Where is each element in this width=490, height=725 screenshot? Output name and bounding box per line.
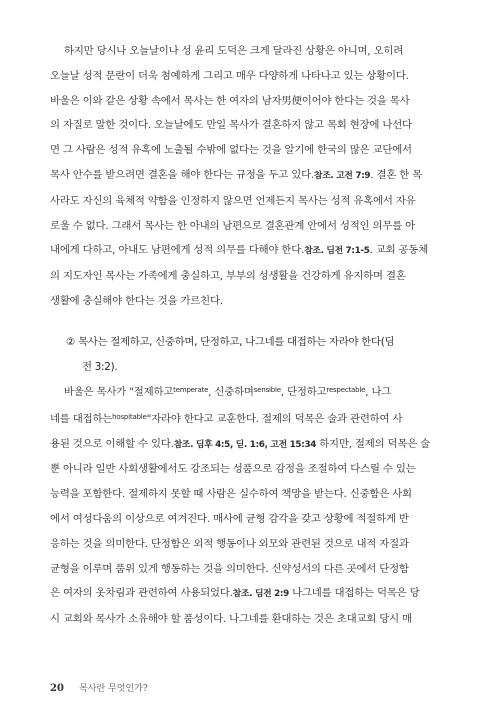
- text-segment: 네를 대접하는: [50, 412, 113, 425]
- text-line: 오늘날 성적 문란이 더욱 첨예하게 그리고 매우 다양하게 나타나고 있는 상황이다.: [50, 69, 409, 82]
- text-segment: "자라야 한다고 교훈한다. 절제의 덕목은 술과 관련하여 사: [146, 412, 403, 425]
- page-footer: [50, 681, 148, 694]
- text-line: 하지만 당시나 오늘날이나 성 윤리 도덕은 크게 달라진 상황은 아니며, 오히려: [64, 45, 404, 57]
- text-line: 에서 여성다움의 이상으로 여겨진다. 매사에 균형 감각을 갖고 상황에 적절하게 반: [50, 512, 409, 525]
- scripture-reference: 참조. 딤전 2:9: [232, 589, 289, 600]
- text-line: 능력을 포함한다. 절제하지 못할 때 사람은 실수하여 책망을 받는다. 신중함은 사회: [50, 488, 412, 501]
- scripture-reference: 참조. 딤전 7:1-5: [304, 246, 370, 257]
- text-line: 사라도 자신의 육체적 약함을 인정하지 않으면 언제든지 목사는 성적 유혹에서 자유: [50, 194, 416, 207]
- english-gloss: sensible: [253, 386, 281, 394]
- text-segment: , 단정하고: [280, 386, 327, 398]
- page-number: 20: [50, 683, 64, 694]
- text-line: 응하는 것을 의미한다. 단정함은 외적 행동이나 외모와 관련된 것으로 내적 자질과: [50, 537, 409, 550]
- text-line: 로울 수 없다. 그래서 목사는 한 아내의 남편으로 결혼관계 안에서 성적인 의무를 아: [50, 219, 415, 232]
- scripture-reference: 참조. 고전 7:9: [314, 170, 371, 181]
- text-line: 바울은 이와 같은 상황 속에서 목사는 한 여자의 남자男便이어야 한다는 것을 목사: [50, 94, 410, 107]
- heading-line: ② 목사는 절제하고, 신중하며, 단정하고, 나그네를 대접하는 자라야 한다(딤: [66, 336, 395, 348]
- book-title: 목사란 무엇인가?: [79, 684, 148, 694]
- text-line: [50, 163, 442, 189]
- text-line: [50, 432, 442, 458]
- text-line: 생활에 충실해야 한다는 것을 가르친다.: [50, 294, 223, 307]
- english-gloss: hospitable: [112, 412, 147, 421]
- text-segment: 나그네를 대접하는 덕목은 당: [288, 587, 420, 600]
- paragraph-1: [50, 39, 442, 314]
- english-gloss: respectable: [326, 386, 366, 394]
- heading-line: 전 3:2).: [82, 360, 118, 373]
- text-line: 의 자질로 말한 것이다. 오늘날에도 만일 목사가 결혼하지 않고 목회 현장에 나선다: [50, 119, 412, 132]
- paragraph-2: [50, 378, 442, 632]
- text-segment: 바울은 목사가 "절제하고: [64, 386, 174, 398]
- text-line: 균형을 이루며 품위 있게 행동하는 것을 의미한다. 신약성서의 다른 곳에서 단정함: [50, 562, 409, 575]
- text-segment: 용된 것으로 이해할 수 있다.: [50, 437, 174, 450]
- text-line: [50, 378, 442, 405]
- text-segment: 하지만, 절제의 덕목은 술: [316, 437, 430, 450]
- text-line: 시 교회와 목사가 소유해야 할 품성이다. 나그네를 환대하는 것은 초대교회 당시 매: [50, 613, 412, 626]
- text-line: [50, 581, 442, 607]
- text-segment: 은 여자의 옷차림과 관련하여 사용되었다.: [50, 587, 233, 600]
- text-segment: 목사 안수를 받으려면 결혼을 해야 한다는 규정을 두고 있다.: [50, 168, 315, 181]
- english-gloss: temperate: [173, 386, 209, 394]
- text-line: 의 지도자인 목사는 가족에게 충실하고, 부부의 성생활을 건강하게 유지하며 결혼: [50, 270, 406, 283]
- text-line: [50, 238, 442, 264]
- text-segment: , 나그: [365, 386, 392, 398]
- text-line: 면 그 사람은 성적 유혹에 노출될 수밖에 없다는 것을 알기에 한국의 많은 교단에서: [50, 144, 412, 157]
- text-segment: 내에게 다하고, 아내도 남편에게 성적 의무를 다해야 한다.: [50, 244, 305, 257]
- text-segment: , 신중하며: [208, 386, 254, 398]
- scripture-reference: 참조. 딤후 4:5, 딛. 1:6, 고전 15:34: [173, 439, 317, 450]
- text-line: [50, 405, 442, 432]
- section-heading: [66, 330, 446, 380]
- text-line: 뿐 아니라 일반 사회생활에서도 강조되는 성품으로 감정을 조절하여 다스릴 수 있는: [50, 463, 416, 476]
- text-segment: . 교회 공동체: [369, 244, 429, 257]
- text-segment: . 결혼 한 목: [370, 168, 423, 181]
